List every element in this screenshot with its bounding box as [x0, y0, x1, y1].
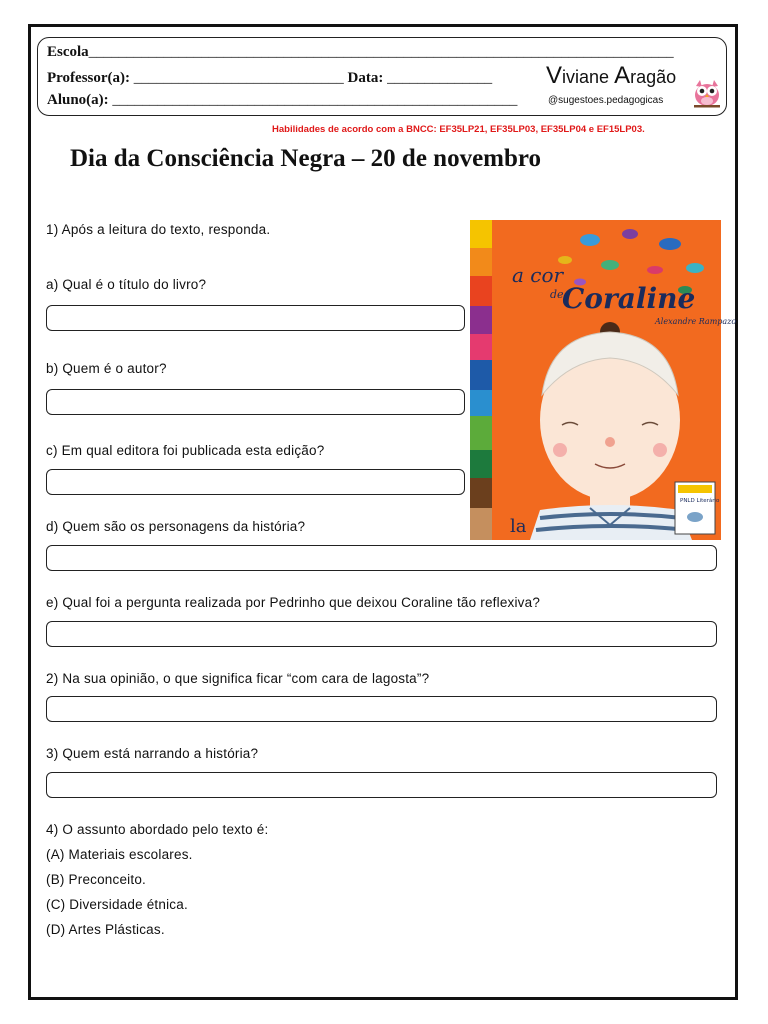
teacher-line: Professor(a): ____________________________ Data: ______________ — [47, 70, 493, 86]
question-1b: b) Quem é o autor? — [46, 361, 167, 376]
answer-field-1c[interactable] — [46, 469, 465, 495]
option-b[interactable]: (B) Preconceito. — [46, 872, 146, 887]
book-cover-image — [470, 220, 737, 540]
pnld-seal-text: PNLD Literário — [680, 498, 720, 504]
student-line: Aluno(a): ______________________________________________________ — [47, 92, 518, 108]
book-title-de: de — [550, 288, 564, 301]
answer-field-1e[interactable] — [46, 621, 717, 647]
question-1e: e) Qual foi a pergunta realizada por Pedrinho que deixou Coraline tão reflexiva? — [46, 595, 541, 610]
school-label: Escola — [47, 44, 89, 60]
option-a[interactable]: (A) Materiais escolares. — [46, 847, 193, 862]
owl-icon — [692, 78, 722, 108]
student-label: Aluno(a): — [47, 92, 109, 108]
option-d[interactable]: (D) Artes Plásticas. — [46, 922, 165, 937]
answer-field-2[interactable] — [46, 696, 717, 722]
publisher-mark: la — [510, 516, 527, 537]
book-title-a-cor: a cor — [512, 263, 564, 287]
author-signature: Viviane Aragão — [546, 62, 677, 89]
answer-field-1d[interactable] — [46, 545, 717, 571]
book-title-coraline: Coraline — [562, 282, 696, 315]
option-c[interactable]: (C) Diversidade étnica. — [46, 897, 188, 912]
question-1d: d) Quem são os personagens da história? — [46, 519, 306, 534]
date-label: Data: — [347, 70, 384, 86]
answer-field-3[interactable] — [46, 772, 717, 798]
teacher-label: Professor(a): — [47, 70, 131, 86]
question-1a: a) Qual é o título do livro? — [46, 277, 207, 292]
question-3: 3) Quem está narrando a história? — [46, 746, 259, 761]
question-4: 4) O assunto abordado pelo texto é: — [46, 822, 269, 837]
answer-field-1a[interactable] — [46, 305, 465, 331]
school-line: Escola______________________________________________________________________________ — [47, 44, 674, 60]
bncc-skills-note: Habilidades de acordo com a BNCC: EF35LP21, EF35LP03, EF35LP04 e EF15LP03. — [272, 124, 645, 135]
book-author-text: Alexandre Rampazo — [655, 317, 737, 326]
answer-field-1b[interactable] — [46, 389, 465, 415]
author-handle: @sugestoes.pedagogicas — [548, 95, 664, 106]
question-1: 1) Após a leitura do texto, responda. — [46, 222, 271, 237]
question-2: 2) Na sua opinião, o que significa ficar “com cara de lagosta”? — [46, 671, 430, 686]
page-title: Dia da Consciência Negra – 20 de novembro — [70, 145, 542, 172]
question-1c: c) Em qual editora foi publicada esta edição? — [46, 443, 325, 458]
